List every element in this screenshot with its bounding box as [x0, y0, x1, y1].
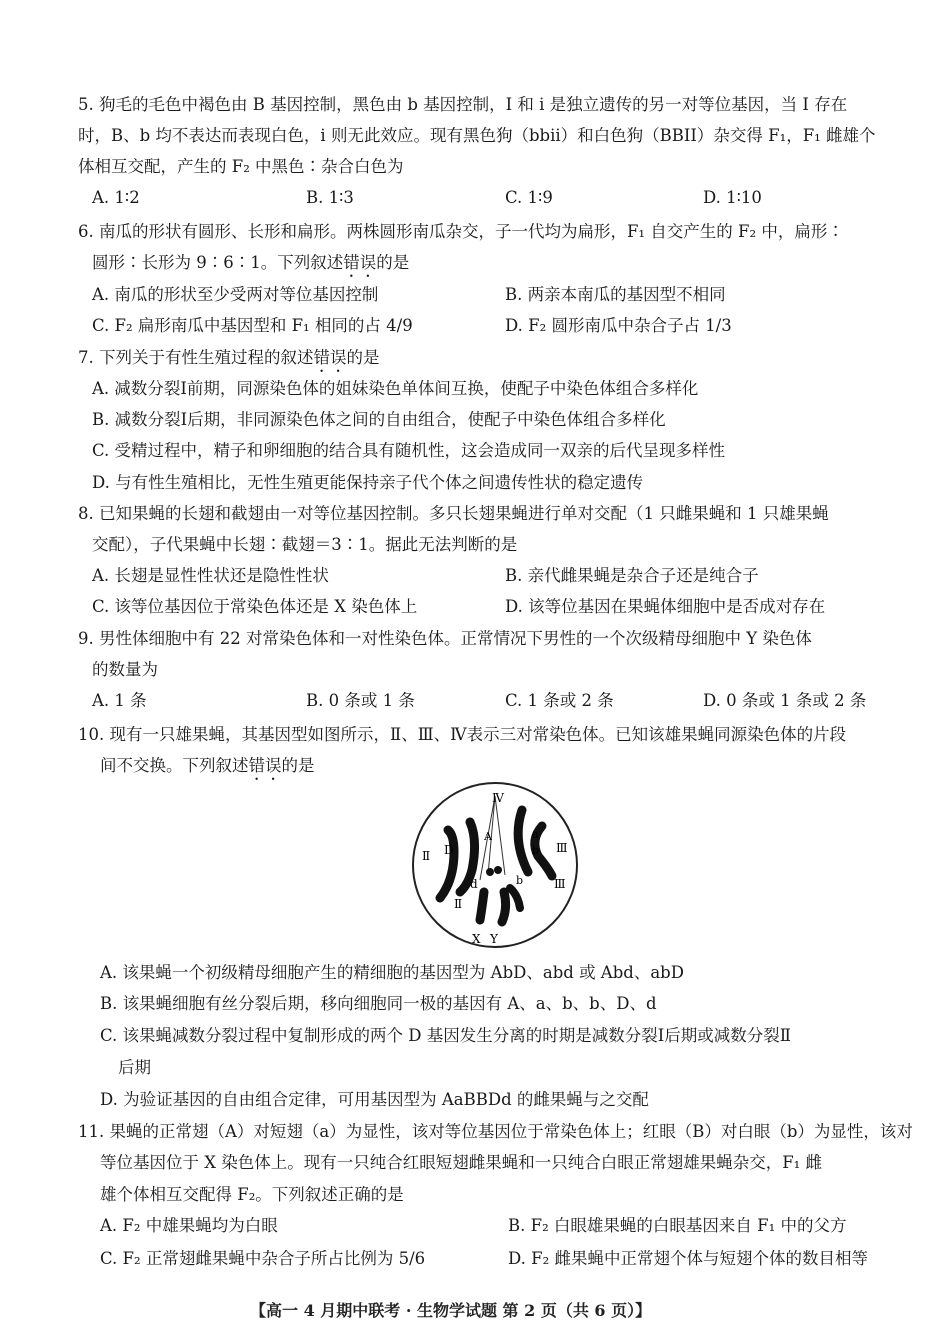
q7-option-c: C. 受精过程中，精子和卵细胞的结合具有随机性，这会造成同一双亲的后代呈现多样性: [92, 441, 726, 460]
chromosome-iv-dot-2: [494, 866, 502, 874]
q11-option-c: C. F₂ 正常翅雌果蝇中杂合子所占比例为 5/6: [100, 1249, 426, 1268]
q7-stem-end: 的是: [346, 348, 380, 367]
chromosome-diagram: [410, 780, 580, 950]
q6-stem-text: 圆形∶长形为 9∶6∶1。下列叙述: [92, 253, 344, 272]
q5-option-c: C. 1∶9: [505, 188, 553, 207]
q6-stem-line-1: 6. 南瓜的形状有圆形、长形和扁形。两株圆形南瓜杂交，子一代均为扁形，F₁ 自交产生的 F₂ 中，扁形∶: [78, 222, 844, 241]
q9-stem-line-2: 的数量为: [92, 660, 158, 679]
q6-stem-line-2: [92, 252, 409, 281]
q5-option-a: A. 1∶2: [92, 188, 140, 207]
q8-stem-line-2: 交配），子代果蝇中长翅∶截翅＝3∶1。据此无法判断的是: [92, 535, 518, 554]
label-gene-b-1: b: [532, 844, 540, 857]
q11-stem-line-1: 11. 果蝇的正常翅（A）对短翅（a）为显性，该对等位基因位于常染色体上；红眼（B）对白眼（b）为显性，该对: [78, 1122, 913, 1141]
label-ii-bottom: Ⅱ: [454, 897, 463, 911]
q6-option-d: D. F₂ 圆形南瓜中杂合子占 1/3: [505, 316, 732, 335]
q10-emphasis-word: 错误: [248, 756, 282, 775]
chromosome-y: [502, 892, 506, 922]
label-gene-a-upper: A: [484, 830, 492, 843]
chromosome-iv-dot: [486, 868, 494, 876]
q5-option-d: D. 1∶10: [703, 188, 762, 207]
q10-option-c-line-2: 后期: [118, 1058, 151, 1077]
label-ii-left: Ⅱ: [422, 849, 431, 863]
q7-stem-text: 7. 下列关于有性生殖过程的叙述: [78, 348, 314, 367]
page-footer: [250, 1290, 710, 1320]
label-y: Y: [490, 932, 498, 946]
q11-option-d: D. F₂ 雌果蝇中正常翅个体与短翅个体的数目相等: [508, 1249, 868, 1268]
q10-option-c-line-1: C. 该果蝇减数分裂过程中复制形成的两个 D 基因发生分离的时期是减数分裂Ⅰ后期或减数分裂Ⅱ: [100, 1026, 791, 1045]
label-gene-d-upper: D: [444, 843, 454, 857]
q8-option-a: A. 长翅是显性性状还是隐性性状: [92, 566, 329, 585]
label-iv: Ⅳ: [492, 791, 504, 805]
chromosome-ii-left: [440, 830, 454, 898]
q11-option-a: A. F₂ 中雄果蝇均为白眼: [100, 1216, 278, 1235]
label-gene-d-lower: d: [470, 877, 478, 891]
q6-option-a: A. 南瓜的形状至少受两对等位基因控制: [92, 285, 379, 304]
q8-stem-line-1: 8. 已知果蝇的长翅和截翅由一对等位基因控制。多只长翅果蝇进行单对交配（1 只雌果蝇和 1 只雄果蝇: [78, 504, 829, 523]
footer-text: 【高一 4 月期中联考 · 生物学试题 第 2 页（共 6 页）】: [250, 1301, 652, 1320]
label-gene-a-lower: a: [532, 828, 539, 841]
q11-stem-line-2: 等位基因位于 X 染色体上。现有一只纯合红眼短翅雌果蝇和一只纯合白眼正常翅雄果蝇杂交，F₁ 雌: [100, 1153, 823, 1172]
q9-option-b: B. 0 条或 1 条: [306, 691, 415, 710]
q11-stem-line-3: 雄个体相互交配得 F₂。下列叙述正确的是: [100, 1185, 404, 1204]
q6-stem-end: 的是: [376, 253, 410, 272]
q6-option-c: C. F₂ 扁形南瓜中基因型和 F₁ 相同的占 4/9: [92, 316, 413, 335]
q9-stem-line-1: 9. 男性体细胞中有 22 对常染色体和一对性染色体。正常情况下男性的一个次级精母细胞中 Y 染色体: [78, 629, 812, 648]
q7-emphasis-word: 错误: [313, 348, 347, 367]
q11-option-b: B. F₂ 白眼雄果蝇的白眼基因来自 F₁ 中的父方: [508, 1216, 847, 1235]
q5-stem-line-1: 5. 狗毛的毛色中褐色由 B 基因控制，黑色由 b 基因控制，I 和 i 是独立遗传的另一对等位基因，当 I 存在: [78, 95, 848, 114]
q6-emphasis-word: 错误: [343, 253, 377, 272]
label-x: X: [472, 932, 481, 946]
q8-option-d: D. 该等位基因在果蝇体细胞中是否成对存在: [505, 597, 826, 616]
label-iii-bottom: Ⅲ: [554, 877, 566, 891]
q9-option-a: A. 1 条: [92, 691, 147, 710]
q7-option-b: B. 减数分裂Ⅰ后期，非同源染色体之间的自由组合，使配子中染色体组合多样化: [92, 410, 666, 429]
q9-option-c: C. 1 条或 2 条: [505, 691, 614, 710]
q9-option-d: D. 0 条或 1 条或 2 条: [703, 691, 867, 710]
label-iii-top: Ⅲ: [556, 841, 568, 855]
q10-stem-line-1: 10. 现有一只雄果蝇，其基因型如图所示，Ⅱ、Ⅲ、Ⅳ表示三对常染色体。已知该雄果蝇同源染色体的片段: [78, 725, 847, 744]
q5-option-b: B. 1∶3: [306, 188, 354, 207]
q10-option-a: A. 该果蝇一个初级精母细胞产生的精细胞的基因型为 AbD、abd 或 Abd、abD: [100, 963, 684, 982]
q7-stem: [78, 347, 380, 376]
q7-option-d: D. 与有性生殖相比，无性生殖更能保持亲子代个体之间遗传性状的稳定遗传: [92, 473, 644, 492]
q6-option-b: B. 两亲本南瓜的基因型不相同: [505, 285, 726, 304]
cell-outline: [413, 783, 577, 947]
q8-option-c: C. 该等位基因位于常染色体还是 X 染色体上: [92, 597, 418, 616]
q10-option-d: D. 为验证基因的自由组合定律，可用基因型为 AaBBDd 的雌果蝇与之交配: [100, 1090, 649, 1109]
chromosome-iii-right: [518, 810, 528, 872]
q10-stem-line-2: [100, 755, 315, 784]
q5-stem-line-3: 体相互交配，产生的 F₂ 中黑色∶杂合白色为: [78, 157, 404, 176]
q10-option-b: B. 该果蝇细胞有丝分裂后期，移向细胞同一极的基因有 A、a、b、b、D、d: [100, 994, 657, 1013]
q5-stem-line-2: 时，B、b 均不表达而表现白色，i 则无此效应。现有黑色狗（bbii）和白色狗（BBII）杂交得 F₁，F₁ 雌雄个: [78, 126, 876, 145]
q10-stem-text: 间不交换。下列叙述: [100, 756, 249, 775]
q10-stem-end: 的是: [281, 756, 315, 775]
label-gene-b-2: b: [516, 874, 524, 887]
q7-option-a: A. 减数分裂Ⅰ前期，同源染色体的姐妹染色单体间互换，使配子中染色体组合多样化: [92, 379, 699, 398]
chromosome-y-arm: [510, 888, 520, 908]
chromosome-x: [480, 892, 484, 920]
q8-option-b: B. 亲代雌果蝇是杂合子还是纯合子: [505, 566, 759, 585]
